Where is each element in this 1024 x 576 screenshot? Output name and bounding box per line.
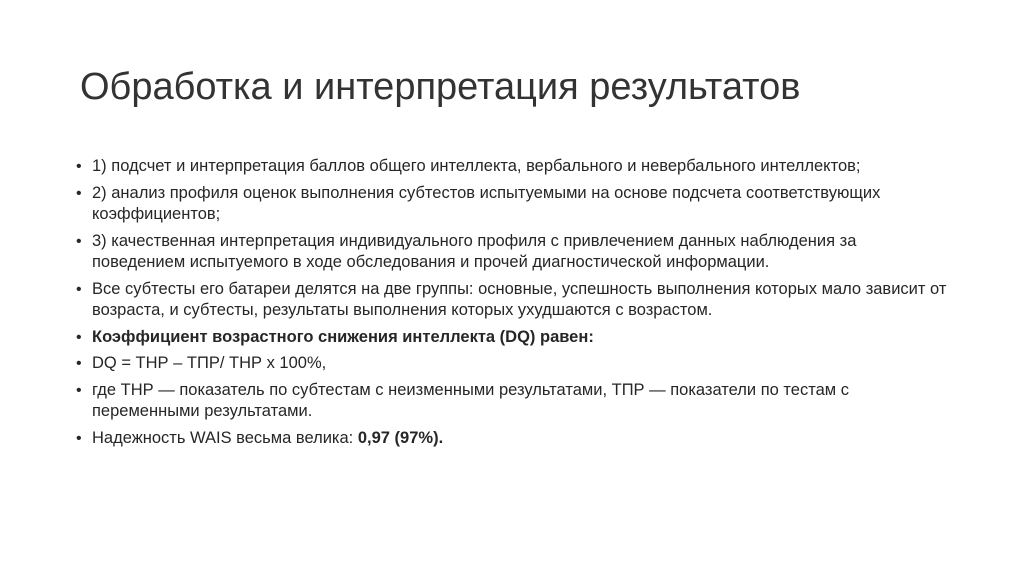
bullet-text-bold: Коэффициент возрастного снижения интеллекта (DQ) равен: (92, 327, 594, 346)
bullet-icon: • (76, 158, 82, 175)
bullet-item-8 (76, 428, 952, 450)
slide-title: Обработка и интерпретация результатов (80, 66, 801, 108)
bullet-text: 2) анализ профиля оценок выполнения субтестов испытуемыми на основе подсчета соответствующих коэффициентов; (92, 183, 881, 223)
bullet-item-6 (76, 353, 952, 375)
bullet-icon: • (76, 232, 82, 250)
bullet-text: где ТНР — показатель по субтестам с неизменными результатами, ТПР — показатели по тестам с переменными результатами. (92, 380, 849, 420)
bullet-text: 3) качественная интерпретация индивидуального профиля с привлечением данных наблюдения за поведением испытуемого в ходе обследования и прочей диагностической информации. (92, 231, 857, 271)
bullet-text-bold: 0,97 (97%). (357, 428, 444, 447)
bullet-item-1 (76, 156, 952, 178)
bullet-icon: • (76, 184, 82, 202)
bullet-item-5 (76, 327, 952, 349)
bullet-icon: • (76, 355, 82, 372)
bullet-text: 1) подсчет и интерпретация баллов общего интеллекта, вербального и невербального интеллектов; (92, 157, 861, 175)
bullet-text: Все субтесты его батареи делятся на две группы: основные, успешность выполнения которых мало зависит от возраста, и субтесты, результаты выполнения которых ухудшаются с возрастом. (92, 279, 947, 319)
bullet-icon: • (76, 280, 82, 298)
bullet-item-7 (76, 380, 952, 423)
bullet-icon: • (76, 381, 82, 399)
bullet-text: Надежность WAIS весьма велика: (92, 428, 358, 447)
bullet-item-4 (76, 279, 952, 322)
bullet-list (76, 156, 952, 454)
bullet-item-2 (76, 183, 952, 226)
bullet-icon: • (76, 328, 82, 346)
bullet-icon: • (76, 429, 82, 447)
bullet-text: DQ = ТНР – ТПР/ ТНР х 100%, (92, 354, 327, 372)
bullet-item-3 (76, 231, 952, 274)
